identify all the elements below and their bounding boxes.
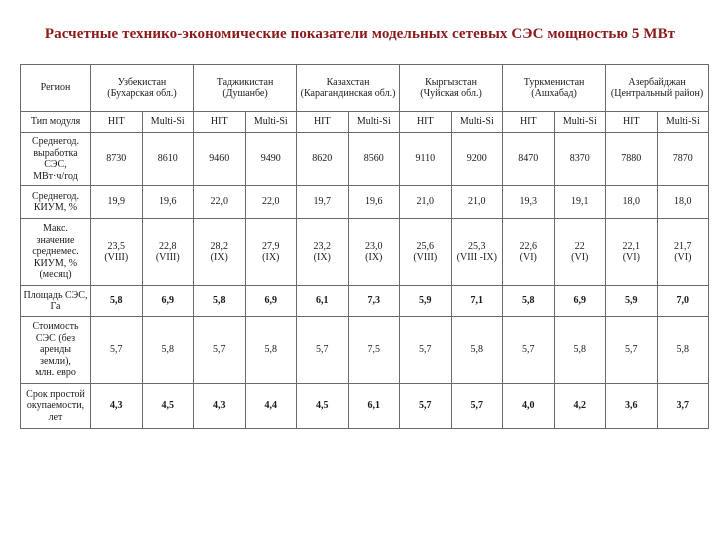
table-cell: 19,7: [297, 186, 349, 219]
table-cell: 7,1: [451, 286, 503, 317]
table-cell: 8470: [503, 133, 555, 186]
table-cell: 5,9: [400, 286, 452, 317]
region-name: Туркменистан: [523, 76, 585, 88]
table-cell: Multi-Si: [348, 112, 400, 133]
table-cell: Multi-Si: [451, 112, 503, 133]
table-cell: 5,8: [451, 317, 503, 384]
table-cell: 5,8: [554, 317, 606, 384]
payback-row: [21, 384, 709, 429]
module-type-row: [21, 112, 709, 133]
row-label: Среднегод. выработка СЭС, МВт·ч/год: [21, 133, 91, 186]
table-cell: 4,5: [297, 384, 349, 429]
table-cell: 22 (VI): [554, 219, 606, 286]
table-cell: 4,5: [142, 384, 194, 429]
table-cell: 19,3: [503, 186, 555, 219]
region-area: (Душанбе): [222, 88, 268, 99]
table-cell: 5,8: [503, 286, 555, 317]
region-header-row: [21, 65, 709, 112]
region-header-azerbaijan: [606, 65, 709, 112]
table-cell: 22,0: [194, 186, 246, 219]
table-cell: HIT: [194, 112, 246, 133]
table-cell: HIT: [91, 112, 143, 133]
table-cell: 5,8: [91, 286, 143, 317]
table-cell: 6,1: [348, 384, 400, 429]
max-monthly-kium-row: [21, 219, 709, 286]
table-cell: 8620: [297, 133, 349, 186]
table-cell: 5,7: [91, 317, 143, 384]
table-cell: 7,5: [348, 317, 400, 384]
row-label: Тип модуля: [21, 112, 91, 133]
table-cell: 27,9 (IX): [245, 219, 297, 286]
table-cell: 21,7 (VI): [657, 219, 709, 286]
table-cell: Multi-Si: [657, 112, 709, 133]
table-cell: 19,6: [348, 186, 400, 219]
row-label: Среднегод. КИУМ, %: [21, 186, 91, 219]
table-cell: 8560: [348, 133, 400, 186]
region-area: (Карагандинская обл.): [300, 88, 396, 99]
page-title: Расчетные технико-экономические показатели модельных сетевых СЭС мощностью 5 МВт: [44, 26, 676, 42]
table-cell: 5,8: [657, 317, 709, 384]
table-cell: Multi-Si: [554, 112, 606, 133]
row-label: Макс. значение среднемес. КИУМ, % (месяц): [21, 219, 91, 286]
table-cell: 4,2: [554, 384, 606, 429]
region-name: Казахстан: [326, 76, 370, 88]
region-header-kazakhstan: [297, 65, 400, 112]
table-cell: 7,3: [348, 286, 400, 317]
table-cell: HIT: [400, 112, 452, 133]
table-cell: 23,2 (IX): [297, 219, 349, 286]
table-cell: 23,0 (IX): [348, 219, 400, 286]
table-cell: 5,8: [194, 286, 246, 317]
region-name: Азербайджан: [628, 76, 686, 88]
table-cell: 4,3: [194, 384, 246, 429]
area-row: [21, 286, 709, 317]
table-cell: 5,7: [194, 317, 246, 384]
table-cell: 5,8: [142, 317, 194, 384]
table-cell: 21,0: [451, 186, 503, 219]
table-cell: 23,5 (VIII): [91, 219, 143, 286]
table-cell: Multi-Si: [245, 112, 297, 133]
table-cell: 9110: [400, 133, 452, 186]
region-area: (Бухарская обл.): [107, 88, 177, 99]
table-cell: 22,1 (VI): [606, 219, 658, 286]
table-cell: 5,7: [400, 384, 452, 429]
row-label: Срок простой окупаемости, лет: [21, 384, 91, 429]
indicators-table: [20, 64, 709, 429]
table-cell: 5,9: [606, 286, 658, 317]
table-cell: 18,0: [657, 186, 709, 219]
table-cell: 8730: [91, 133, 143, 186]
table-cell: 8610: [142, 133, 194, 186]
table-cell: HIT: [297, 112, 349, 133]
table-cell: 6,1: [297, 286, 349, 317]
table-cell: 4,4: [245, 384, 297, 429]
region-header-uzbekistan: [91, 65, 194, 112]
annual-kium-row: [21, 186, 709, 219]
region-name: Таджикистан: [216, 76, 274, 88]
table-cell: 28,2 (IX): [194, 219, 246, 286]
table-cell: 18,0: [606, 186, 658, 219]
table-cell: 5,8: [245, 317, 297, 384]
table-cell: 5,7: [451, 384, 503, 429]
table-cell: 7880: [606, 133, 658, 186]
table-cell: 3,6: [606, 384, 658, 429]
table-cell: 7870: [657, 133, 709, 186]
table-cell: 3,7: [657, 384, 709, 429]
table-cell: 9460: [194, 133, 246, 186]
table-cell: Multi-Si: [142, 112, 194, 133]
table-cell: 19,6: [142, 186, 194, 219]
region-header-turkmenistan: [503, 65, 606, 112]
region-header-kyrgyzstan: [400, 65, 503, 112]
table-cell: 6,9: [245, 286, 297, 317]
cost-row: [21, 317, 709, 384]
table-cell: 19,1: [554, 186, 606, 219]
table-cell: 7,0: [657, 286, 709, 317]
table-cell: 5,7: [297, 317, 349, 384]
table-cell: 8370: [554, 133, 606, 186]
annual-output-row: [21, 133, 709, 186]
table-cell: 4,3: [91, 384, 143, 429]
table-cell: 25,3 (VIII -IX): [451, 219, 503, 286]
table-cell: 9200: [451, 133, 503, 186]
table-cell: HIT: [606, 112, 658, 133]
table-cell: HIT: [503, 112, 555, 133]
table-cell: 22,6 (VI): [503, 219, 555, 286]
table-cell: 6,9: [554, 286, 606, 317]
region-header-tajikistan: [194, 65, 297, 112]
table-cell: 25,6 (VIII): [400, 219, 452, 286]
table-cell: 22,8 (VIII): [142, 219, 194, 286]
table-cell: 5,7: [400, 317, 452, 384]
region-name: Кыргызстан: [425, 76, 477, 88]
region-area: (Ашхабад): [531, 88, 577, 99]
table-cell: 19,9: [91, 186, 143, 219]
table-cell: 4,0: [503, 384, 555, 429]
region-area: (Центральный район): [610, 88, 704, 99]
region-area: (Чуйская обл.): [420, 88, 482, 99]
row-label: Стоимость СЭС (без аренды земли), млн. евро: [21, 317, 91, 384]
table-cell: 22,0: [245, 186, 297, 219]
table-cell: 5,7: [606, 317, 658, 384]
table-cell: 9490: [245, 133, 297, 186]
table-cell: 5,7: [503, 317, 555, 384]
table-cell: 6,9: [142, 286, 194, 317]
row-label: Площадь СЭС, Га: [21, 286, 91, 317]
region-name: Узбекистан: [117, 76, 167, 88]
table-cell: 21,0: [400, 186, 452, 219]
corner-label: Регион: [21, 65, 91, 112]
